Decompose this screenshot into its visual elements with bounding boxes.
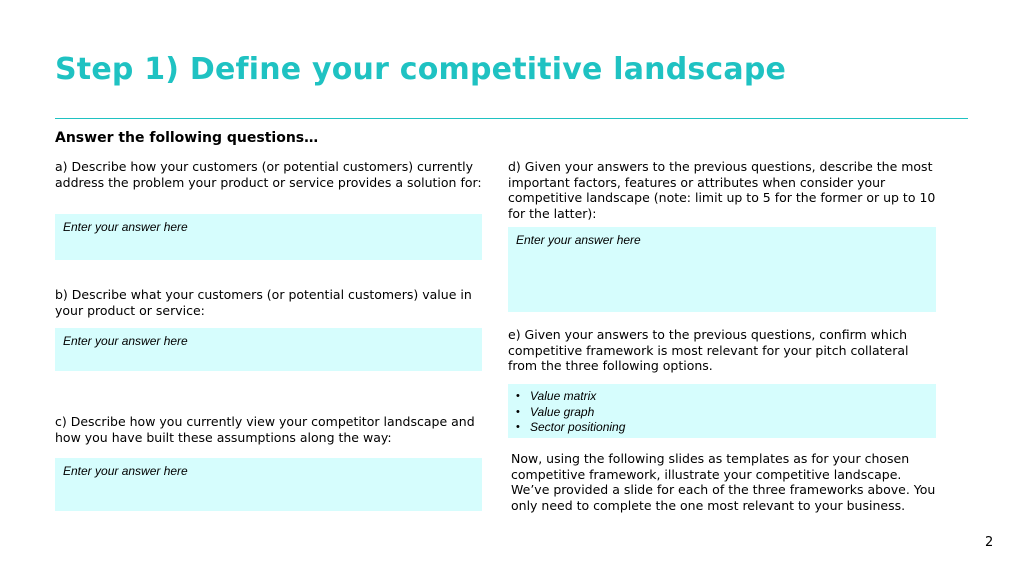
option-value-matrix[interactable]: • Value matrix bbox=[516, 389, 597, 403]
question-c: c) Describe how you currently view your competitor landscape and how you have built these assumptions along the way: bbox=[55, 414, 475, 445]
answer-d-field[interactable]: Enter your answer here bbox=[508, 227, 936, 312]
closing-note-line-1: Now, using the following slides as templates as for your chosen competitive framework, illustrate your competitive landscape. bbox=[511, 451, 910, 482]
answer-a-field[interactable]: Enter your answer here bbox=[55, 214, 482, 260]
option-value-graph[interactable]: • Value graph bbox=[516, 404, 595, 419]
page-number: 2 bbox=[985, 535, 994, 550]
title-divider bbox=[55, 118, 968, 119]
framework-options-list bbox=[508, 384, 936, 438]
option-sector-positioning[interactable]: • Sector positioning bbox=[516, 420, 626, 434]
bullet-icon: • bbox=[516, 405, 520, 418]
closing-note-line-2: We’ve provided a slide for each of the three frameworks above. You only need to complete the one most relevant to your business. bbox=[511, 482, 936, 513]
bullet-icon: • bbox=[516, 421, 520, 433]
bullet-icon: • bbox=[516, 390, 520, 402]
page-title: Step 1) Define your competitive landscape bbox=[55, 52, 787, 87]
section-subheading: Answer the following questions… bbox=[55, 130, 319, 146]
answer-b-field[interactable]: Enter your answer here bbox=[55, 328, 482, 371]
answer-c-field[interactable]: Enter your answer here bbox=[55, 458, 482, 511]
question-a: a) Describe how your customers (or potential customers) currently address the problem your product or service provides a solution for: bbox=[55, 159, 482, 190]
question-e: e) Given your answers to the previous questions, confirm which competitive framework is most relevant for your pitch collateral from the three following options. bbox=[508, 327, 909, 373]
closing-note bbox=[511, 451, 951, 513]
question-d: d) Given your answers to the previous questions, describe the most important factors, features or attributes when consider your competitive landscape (note: limit up to 5 for the former or up to 10 for the latter): bbox=[508, 159, 936, 221]
question-b: b) Describe what your customers (or potential customers) value in your product or service: bbox=[55, 287, 472, 318]
